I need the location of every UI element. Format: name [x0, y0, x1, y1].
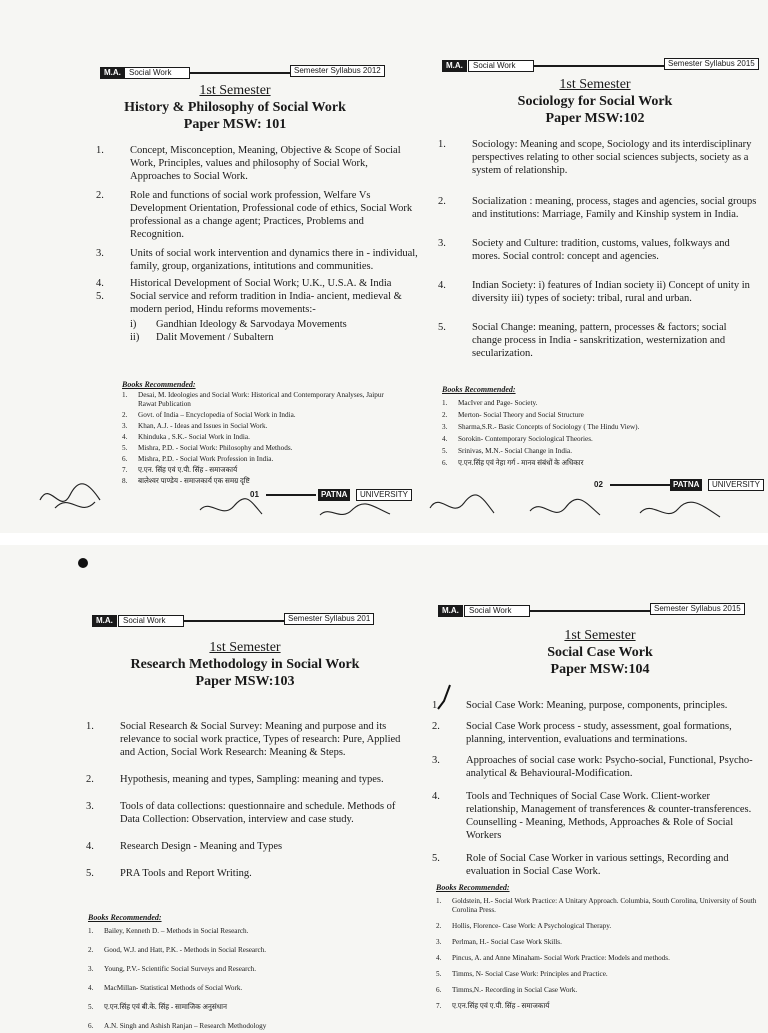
list-item — [438, 279, 758, 305]
book-number: 3. — [436, 938, 442, 946]
paper-code: Paper MSW:104 — [550, 662, 650, 677]
item-number: 1. — [86, 721, 94, 732]
sub-item — [130, 318, 418, 331]
book-text: Timms,N.- Recording in Social Case Work. — [452, 986, 578, 994]
book-text: ए.एन.सिंह एवं ए.पी. सिंह - समाजकार्य — [452, 1002, 550, 1010]
book-item — [88, 984, 398, 993]
book-number: 7. — [122, 466, 128, 474]
header-rule — [190, 72, 300, 74]
signature-scribbles — [420, 483, 768, 533]
item-text: Social Case Work process - study, assessment, goal formations, planning, intervention, evaluations and terminations. — [466, 721, 732, 745]
item-text: Research Design - Meaning and Types — [120, 841, 283, 852]
page-number: 02 — [594, 480, 603, 489]
book-text: Sorokin- Contemporary Sociological Theories. — [458, 435, 593, 443]
item-number: 4. — [86, 841, 94, 852]
book-number: 5. — [436, 970, 442, 978]
book-number: 6. — [88, 1022, 94, 1030]
list-item — [432, 852, 762, 878]
subject-title: History & Philosophy of Social Work — [124, 100, 346, 115]
header-rule — [184, 620, 294, 622]
paper-code: Paper MSW:102 — [545, 111, 645, 126]
book-item — [436, 970, 760, 979]
book-number: 5. — [122, 444, 128, 452]
syllabus-list — [96, 144, 418, 353]
item-text: Tools and Techniques of Social Case Work. Client-worker relationship, Management of transferences & counter-transferences. Counselling - Meaning, Methods, Approaches & Role of Social Workers — [466, 791, 752, 841]
book-text: Khan, A.J. - Ideas and Issues in Social Work. — [138, 422, 268, 430]
university-label: UNIVERSITY — [708, 479, 764, 491]
book-text: बालेश्वर पाण्डेय - समाजकार्य एक समग्र दृष्टि — [138, 477, 250, 485]
ma-label: M.A. — [438, 605, 463, 617]
list-item — [96, 144, 418, 183]
item-number: 3. — [96, 248, 104, 259]
item-number: 2. — [86, 774, 94, 785]
item-number: 3. — [86, 801, 94, 812]
book-text: Govt. of India – Encyclopedia of Social Work in India. — [138, 411, 296, 419]
book-number: 6. — [436, 986, 442, 994]
list-item — [432, 699, 762, 712]
book-item — [442, 447, 742, 456]
item-text: PRA Tools and Report Writing. — [120, 868, 252, 879]
subject-title: Social Case Work — [547, 645, 653, 660]
item-text: Units of social work intervention and dynamics there in - individual, family, group, organizations, intitutions and communities. — [130, 248, 418, 272]
header-bar — [100, 67, 396, 79]
item-number: 5. — [432, 853, 440, 864]
books-list — [442, 399, 742, 470]
syllabus-list — [432, 699, 762, 887]
paper-title-block — [470, 76, 720, 127]
book-number: 1. — [442, 399, 448, 407]
book-item — [436, 922, 760, 931]
list-item — [438, 321, 758, 360]
book-number: 6. — [122, 455, 128, 463]
book-text: MacIver and Page- Society. — [458, 399, 538, 407]
list-item — [438, 237, 758, 263]
list-item — [438, 195, 758, 221]
book-text: Perlman, H.- Social Case Work Skills. — [452, 938, 562, 946]
book-item — [122, 422, 392, 431]
book-number: 4. — [442, 435, 448, 443]
item-number: 5. — [86, 868, 94, 879]
item-text: Society and Culture: tradition, customs, values, folkways and mores. Social control: concept and agencies. — [472, 238, 730, 262]
book-number: 1. — [436, 897, 442, 905]
book-text: ए.एन.सिंह एवं नेहा गर्ग - मानव संबंधों के अधिकार — [458, 459, 584, 467]
panel-msw-101 — [0, 0, 418, 533]
item-number: 4. — [438, 280, 446, 291]
signature-scribbles — [0, 470, 400, 530]
book-number: 3. — [88, 965, 94, 973]
sub-item-number: ii) — [130, 332, 140, 343]
books-list — [436, 897, 760, 1013]
list-item — [86, 800, 406, 826]
panel-msw-102 — [420, 0, 768, 533]
item-text: Indian Society: i) features of Indian society ii) Concept of unity in diversity iii) types of society: tribal, rural and urban. — [472, 280, 750, 304]
book-number: 8. — [122, 477, 128, 485]
item-text: Role and functions of social work profession, Welfare Vs Development Orientation, Professional code of ethics, Social Work professional as a change agent; Practices, Problems and Recognition. — [130, 190, 413, 240]
book-item — [436, 938, 760, 947]
syllabus-label: Semester Syllabus 2012 — [290, 65, 385, 77]
book-item — [436, 954, 760, 963]
book-number: 2. — [436, 922, 442, 930]
sub-item-text: Dalit Movement / Subaltern — [156, 332, 274, 343]
book-item — [122, 391, 392, 409]
university-label: UNIVERSITY — [356, 489, 412, 501]
list-item — [96, 189, 418, 241]
item-text: Historical Development of Social Work; U.K., U.S.A. & India — [130, 278, 392, 289]
book-text: Srinivas, M.N.- Social Change in India. — [458, 447, 572, 455]
book-text: Good, W.J. and Hatt, P.K. - Methods in Social Research. — [104, 946, 267, 954]
book-item — [442, 459, 742, 468]
item-number: 2. — [438, 196, 446, 207]
book-text: MacMillan- Statistical Methods of Social Work. — [104, 984, 243, 992]
book-item — [88, 927, 398, 936]
book-item — [122, 444, 392, 453]
book-item — [88, 1003, 398, 1012]
patna-label: PATNA — [670, 479, 702, 491]
page-number: 01 — [250, 490, 259, 499]
list-item — [432, 790, 762, 842]
book-number: 1. — [122, 391, 128, 399]
patna-label: PATNA — [318, 489, 350, 501]
syllabus-label: Semester Syllabus 2015 — [650, 603, 745, 615]
list-item — [438, 138, 758, 177]
book-item — [436, 986, 760, 995]
list-item — [432, 720, 762, 746]
social-work-label: Social Work — [118, 615, 184, 627]
item-number: 2. — [96, 190, 104, 201]
page-divider — [0, 533, 768, 545]
item-text: Approaches of social case work: Psycho-social, Functional, Psycho-analytical & Behavioural-Modification. — [466, 755, 753, 779]
item-number: 4. — [96, 278, 104, 289]
header-rule — [530, 610, 660, 612]
book-number: 2. — [442, 411, 448, 419]
books-heading: Books Recommended: — [442, 385, 516, 394]
item-text: Social Change: meaning, pattern, processes & factors; social change process in India - sanskritization, westernization and secularization. — [472, 322, 727, 359]
book-number: 7. — [436, 1002, 442, 1010]
book-number: 2. — [122, 411, 128, 419]
item-text: Tools of data collections: questionnaire and schedule. Methods of Data Collection: Observation, interview and case study. — [120, 801, 396, 825]
list-item — [86, 773, 406, 786]
list-item — [96, 277, 418, 290]
books-heading: Books Recommended: — [436, 883, 510, 892]
paper-title-block — [100, 82, 370, 133]
paper-title-block — [100, 639, 390, 690]
semester-heading: 1st Semester — [564, 628, 636, 643]
list-item — [96, 247, 418, 273]
list-item — [96, 290, 418, 344]
book-item — [442, 399, 742, 408]
social-work-label: Social Work — [468, 60, 534, 72]
list-item — [86, 867, 406, 880]
social-work-label: Social Work — [464, 605, 530, 617]
header-rule — [534, 65, 664, 67]
book-text: Khinduka , S.K.- Social Work in India. — [138, 433, 250, 441]
item-text: Concept, Misconception, Meaning, Objective & Scope of Social Work, Principles, values and philosophy of Social Work, Approaches to Social Work. — [130, 145, 401, 182]
syllabus-list — [438, 138, 758, 369]
book-item — [88, 946, 398, 955]
semester-heading: 1st Semester — [209, 640, 281, 655]
syllabus-list — [86, 720, 406, 889]
book-item — [122, 411, 392, 420]
book-text: ए.एन.सिंह एवं बी.के. सिंह - सामाजिक अनुसंधान — [104, 1003, 228, 1011]
book-number: 6. — [442, 459, 448, 467]
item-text: Hypothesis, meaning and types, Sampling: meaning and types. — [120, 774, 384, 785]
book-item — [88, 1022, 398, 1031]
panel-msw-104 — [420, 545, 768, 1024]
book-item — [122, 433, 392, 442]
item-text: Social service and reform tradition in India- ancient, medieval & modern period, Hindu reforms movements:- — [130, 291, 402, 315]
header-bar — [92, 615, 392, 627]
header-bar — [442, 60, 758, 72]
social-work-label: Social Work — [124, 67, 190, 79]
books-list — [88, 927, 398, 1033]
semester-heading: 1st Semester — [199, 83, 271, 98]
book-text: Desai, M. Ideologies and Social Work: Historical and Contemporary Analyses, Jaipur Rawat Publication — [138, 391, 384, 408]
item-number: 5. — [96, 291, 104, 302]
book-text: Hollis, Florence- Case Work: A Psychological Therapy. — [452, 922, 612, 930]
panel-msw-103 — [0, 545, 420, 1030]
book-item — [436, 1002, 760, 1011]
item-number: 1. — [438, 139, 446, 150]
book-text: Merton- Social Theory and Social Structure — [458, 411, 584, 419]
item-number: 4. — [432, 791, 440, 802]
sub-item-text: Gandhian Ideology & Sarvodaya Movements — [156, 319, 347, 330]
item-number: 1. — [432, 700, 440, 711]
book-text: ए.एन. सिंह एवं ए.पी. सिंह - समाजकार्य — [138, 466, 238, 474]
book-text: Timms, N- Social Case Work: Principles and Practice. — [452, 970, 608, 978]
book-number: 5. — [442, 447, 448, 455]
book-number: 4. — [436, 954, 442, 962]
list-item — [86, 720, 406, 759]
book-number: 3. — [122, 422, 128, 430]
book-item — [442, 435, 742, 444]
book-number: 4. — [88, 984, 94, 992]
book-text: Pincus, A. and Anne Minaham- Social Work Practice: Models and methods. — [452, 954, 670, 962]
paper-code: Paper MSW:103 — [195, 674, 295, 689]
book-text: Mishra, P.D. - Social Work: Philosophy and Methods. — [138, 444, 293, 452]
book-number: 4. — [122, 433, 128, 441]
item-number: 2. — [432, 721, 440, 732]
books-heading: Books Recommended: — [88, 913, 162, 922]
subject-title: Sociology for Social Work — [517, 94, 673, 109]
item-number: 3. — [438, 238, 446, 249]
book-number: 5. — [88, 1003, 94, 1011]
item-text: Socialization : meaning, process, stages and agencies, social groups and institutions: Marriage, Family and Kinship system in India. — [472, 196, 757, 220]
book-text: Mishra, P.D. - Social Work Profession in India. — [138, 455, 274, 463]
syllabus-label: Semester Syllabus 201 — [284, 613, 374, 625]
book-number: 3. — [442, 423, 448, 431]
books-heading: Books Recommended: — [122, 380, 196, 389]
book-text: A.N. Singh and Ashish Ranjan – Research Methodology — [104, 1022, 267, 1030]
book-text: Young, P.V.- Scientific Social Surveys and Research. — [104, 965, 257, 973]
paper-title-block — [500, 627, 700, 678]
sub-list — [130, 318, 418, 344]
ma-label: M.A. — [92, 615, 117, 627]
item-text: Social Research & Social Survey: Meaning and purpose and its relevance to social work practice, Types of research: Pure, Applied and Action, Social Work Research: Meaning & Steps. — [120, 721, 401, 758]
tick-mark — [434, 683, 454, 713]
ma-label: M.A. — [100, 67, 125, 79]
paper-code: Paper MSW: 101 — [183, 117, 287, 132]
book-text: Goldstein, H.- Social Work Practice: A Unitary Approach. Columbia, South Corolina, University of South Corolina Press. — [452, 897, 757, 914]
sub-item-number: i) — [130, 319, 137, 330]
item-number: 5. — [438, 322, 446, 333]
book-text: Sharma,S.R.- Basic Concepts of Sociology ( The Hindu View). — [458, 423, 640, 431]
subject-title: Research Methodology in Social Work — [130, 657, 360, 672]
item-number: 1. — [96, 145, 104, 156]
header-bar — [438, 605, 760, 617]
list-item — [86, 840, 406, 853]
book-number: 2. — [88, 946, 94, 954]
book-item — [442, 411, 742, 420]
sub-item — [130, 331, 418, 344]
book-item — [88, 965, 398, 974]
semester-heading: 1st Semester — [559, 77, 631, 92]
item-text: Sociology: Meaning and scope, Sociology and its interdisciplinary perspectives relating to other social sciences subjects, society as a system of relationship. — [472, 139, 752, 176]
item-number: 3. — [432, 755, 440, 766]
book-item — [436, 897, 760, 915]
syllabus-label: Semester Syllabus 2015 — [664, 58, 759, 70]
ma-label: M.A. — [442, 60, 467, 72]
book-item — [122, 455, 392, 464]
item-text: Role of Social Case Worker in various settings, Recording and evaluation in Social Case Work. — [466, 853, 729, 877]
item-text: Social Case Work: Meaning, purpose, components, principles. — [466, 700, 728, 711]
list-item — [432, 754, 762, 780]
book-number: 1. — [88, 927, 94, 935]
book-item — [442, 423, 742, 432]
book-text: Bailey, Kenneth D. – Methods in Social Research. — [104, 927, 249, 935]
